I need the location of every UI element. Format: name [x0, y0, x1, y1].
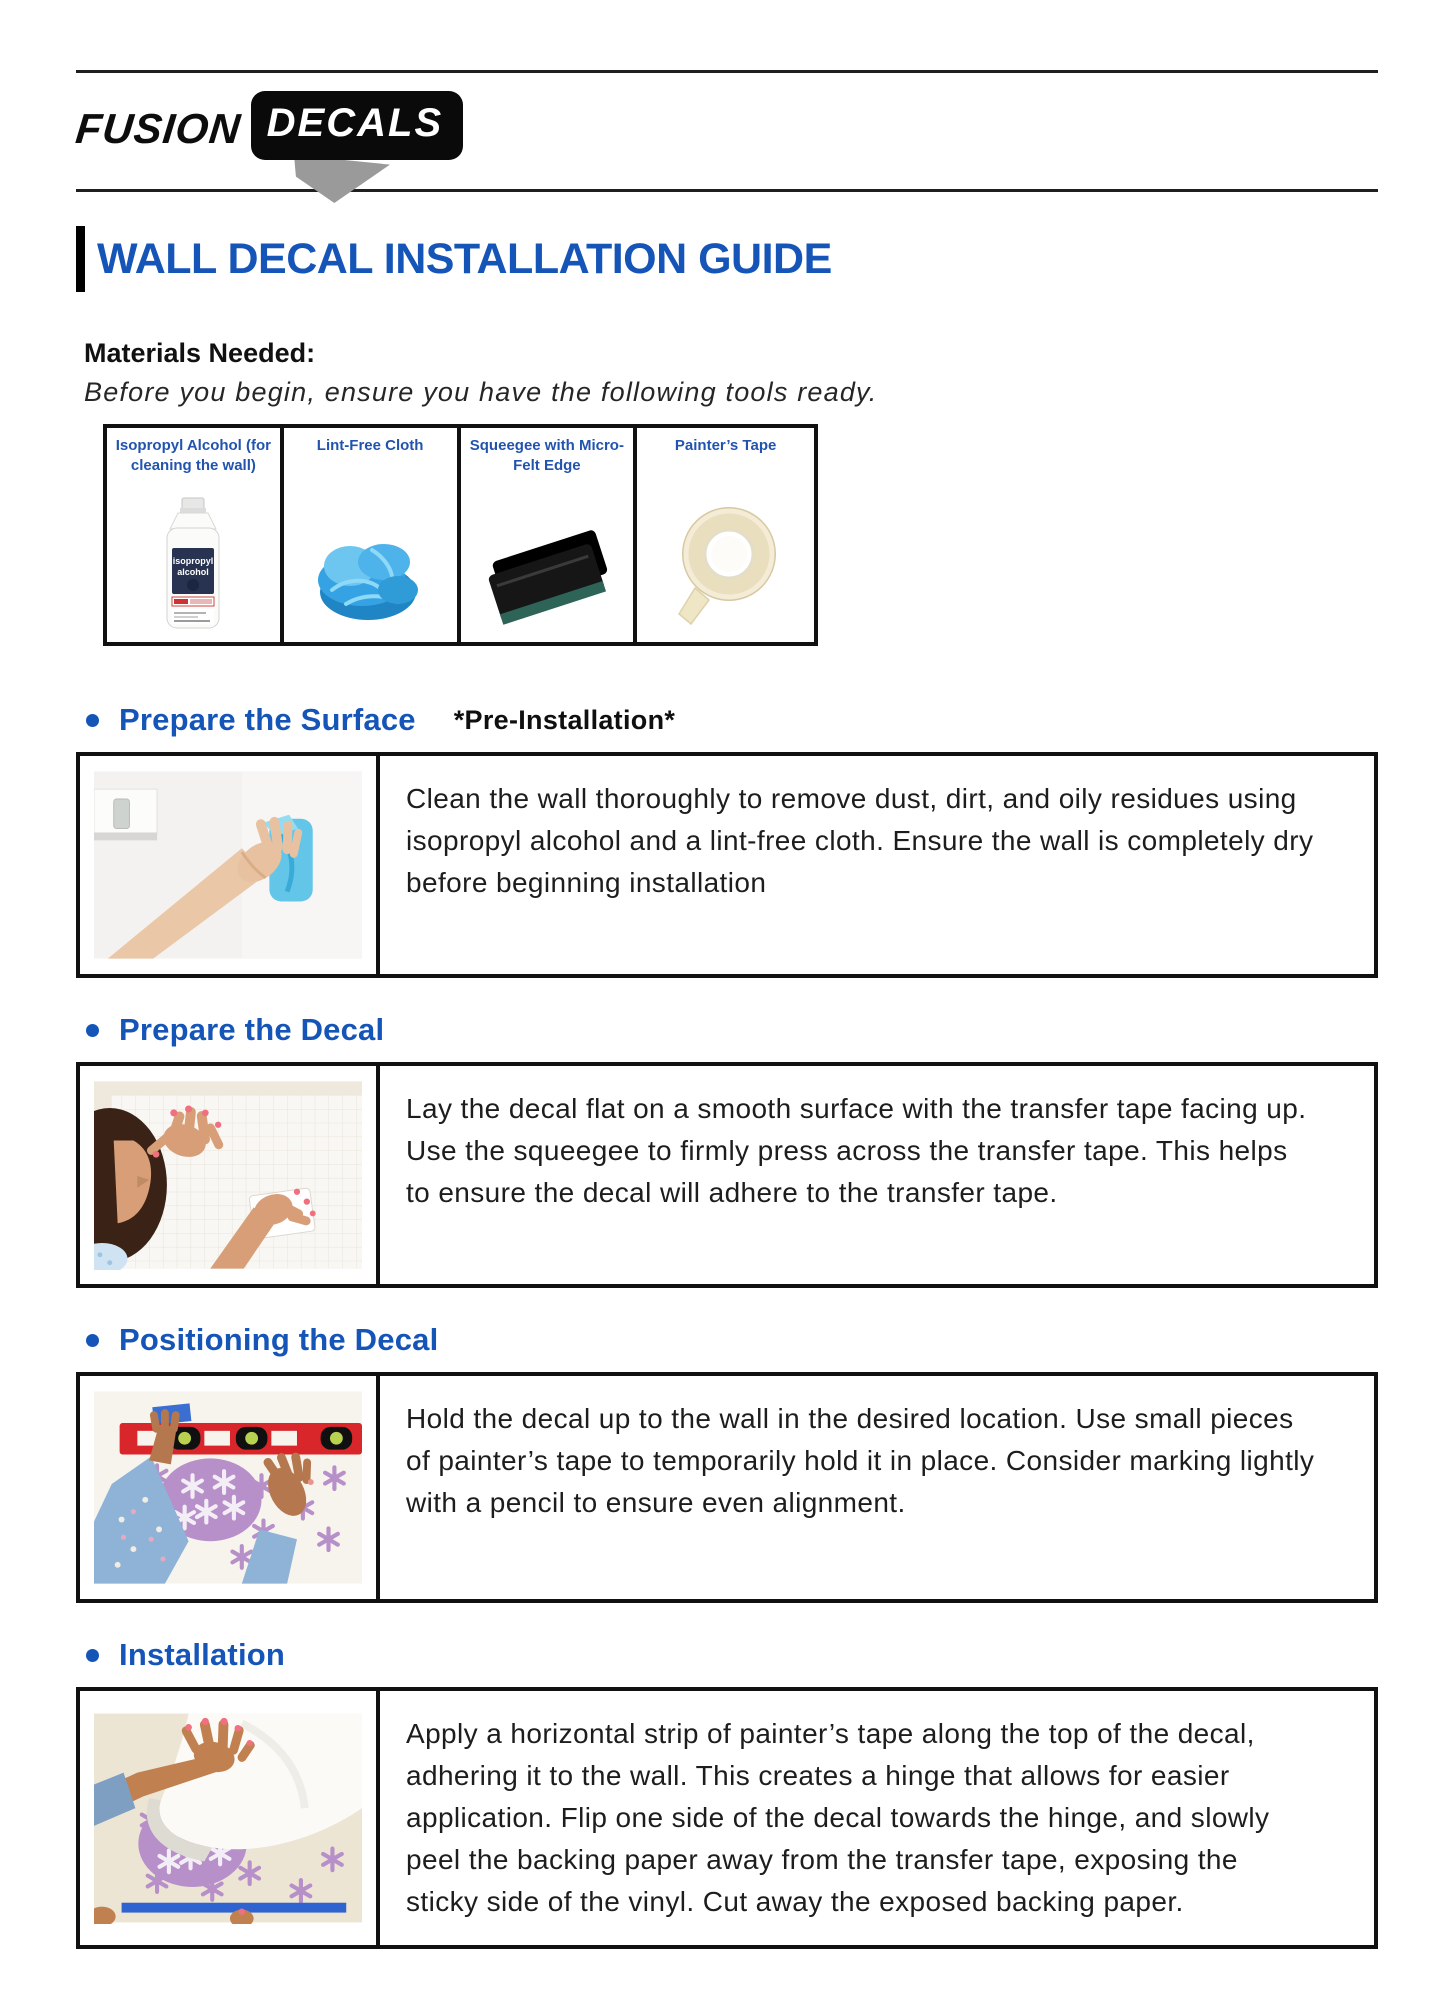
section-heading-prepare-surface: [76, 702, 1378, 738]
material-cell-cloth: [284, 428, 461, 642]
svg-text:alcohol: alcohol: [177, 567, 210, 577]
section-body-text: Apply a horizontal strip of painter’s tape along the top of the decal, adhering it to the wall. This creates a hinge that allows for easier application. Flip one side of the decal towards the hinge, and slowly peel the backing paper away from the transfer tape, exposing the sticky side of the vinyl. Cut away the exposed backing paper.: [406, 1718, 1270, 1917]
section-heading-installation: [76, 1637, 1378, 1673]
logo-decals-text: DECALS: [266, 101, 444, 145]
bullet-icon: [86, 1334, 99, 1347]
section-heading-text: Prepare the Decal: [119, 1012, 385, 1047]
section-body-text: Hold the decal up to the wall in the desired location. Use small pieces of painter’s tape to temporarily hold it in place. Consider marking lightly with a pencil to ensure even alignment.: [406, 1403, 1315, 1518]
section-heading-text: Installation: [119, 1637, 286, 1672]
section-heading-prepare-decal: [76, 1012, 1378, 1048]
pre-installation-note: *Pre-Installation*: [453, 704, 676, 735]
alcohol-bottle-icon: [134, 496, 252, 630]
wall-cleaning-photo: [94, 770, 362, 960]
material-label: Painter’s Tape: [674, 437, 777, 454]
section-box-installation: [76, 1687, 1378, 1949]
section-box-prepare-decal: [76, 1062, 1378, 1288]
section-photo-cell: [80, 1691, 380, 1945]
material-label: Isopropyl Alcohol (for cleaning the wall): [115, 437, 272, 474]
logo-peel-tail-icon: [294, 155, 390, 203]
bullet-icon: [86, 714, 99, 727]
logo-fusion-text: FUSION: [73, 105, 244, 152]
tape-roll-icon: [661, 502, 791, 630]
section-heading-text: Positioning the Decal: [119, 1322, 439, 1357]
materials-table: [103, 424, 818, 646]
material-label: Squeegee with Micro-Felt Edge: [469, 437, 624, 474]
svg-text:isopropyl: isopropyl: [173, 556, 214, 566]
material-cell-squeegee: [461, 428, 638, 642]
page-title: WALL DECAL INSTALLATION GUIDE: [97, 234, 832, 283]
section-photo-cell: [80, 1066, 380, 1284]
bullet-icon: [86, 1024, 99, 1037]
section-box-prepare-surface: [76, 752, 1378, 978]
materials-subheading: Before you begin, ensure you have the following tools ready.: [84, 377, 878, 407]
section-photo-cell: [80, 1376, 380, 1599]
squeegee-pressing-photo: [94, 1080, 362, 1270]
bullet-icon: [86, 1649, 99, 1662]
squeegee-icon: [477, 518, 617, 630]
material-label: Lint-Free Cloth: [316, 437, 424, 454]
material-cell-tape: [637, 428, 814, 642]
section-body-text: Clean the wall thoroughly to remove dust, dirt, and oily residues using isopropyl alcohol and a lint-free cloth. Ensure the wall is completely dry before beginning installation: [406, 783, 1314, 898]
section-heading-positioning: [76, 1322, 1378, 1358]
level-positioning-photo: [94, 1390, 362, 1585]
section-heading-text: Prepare the Surface: [119, 702, 416, 737]
section-box-positioning: [76, 1372, 1378, 1603]
materials-heading: Materials Needed:: [84, 338, 316, 368]
brand-logo: [73, 91, 1378, 183]
section-body-text: Lay the decal flat on a smooth surface with the transfer tape facing up. Use the squeegee to firmly press across the transfer tape. This helps to ensure the decal will adhere to the transfer tape.: [406, 1093, 1307, 1208]
title-accent-bar: [76, 226, 85, 292]
logo-rule: [76, 189, 1378, 192]
backing-peel-photo: [94, 1712, 362, 1924]
cloth-icon: [302, 520, 438, 630]
title-row: [76, 226, 1378, 292]
logo-decals-badge: [251, 91, 463, 160]
section-photo-cell: [80, 756, 380, 974]
top-rule: [76, 70, 1378, 73]
material-cell-isopropyl: [107, 428, 284, 642]
